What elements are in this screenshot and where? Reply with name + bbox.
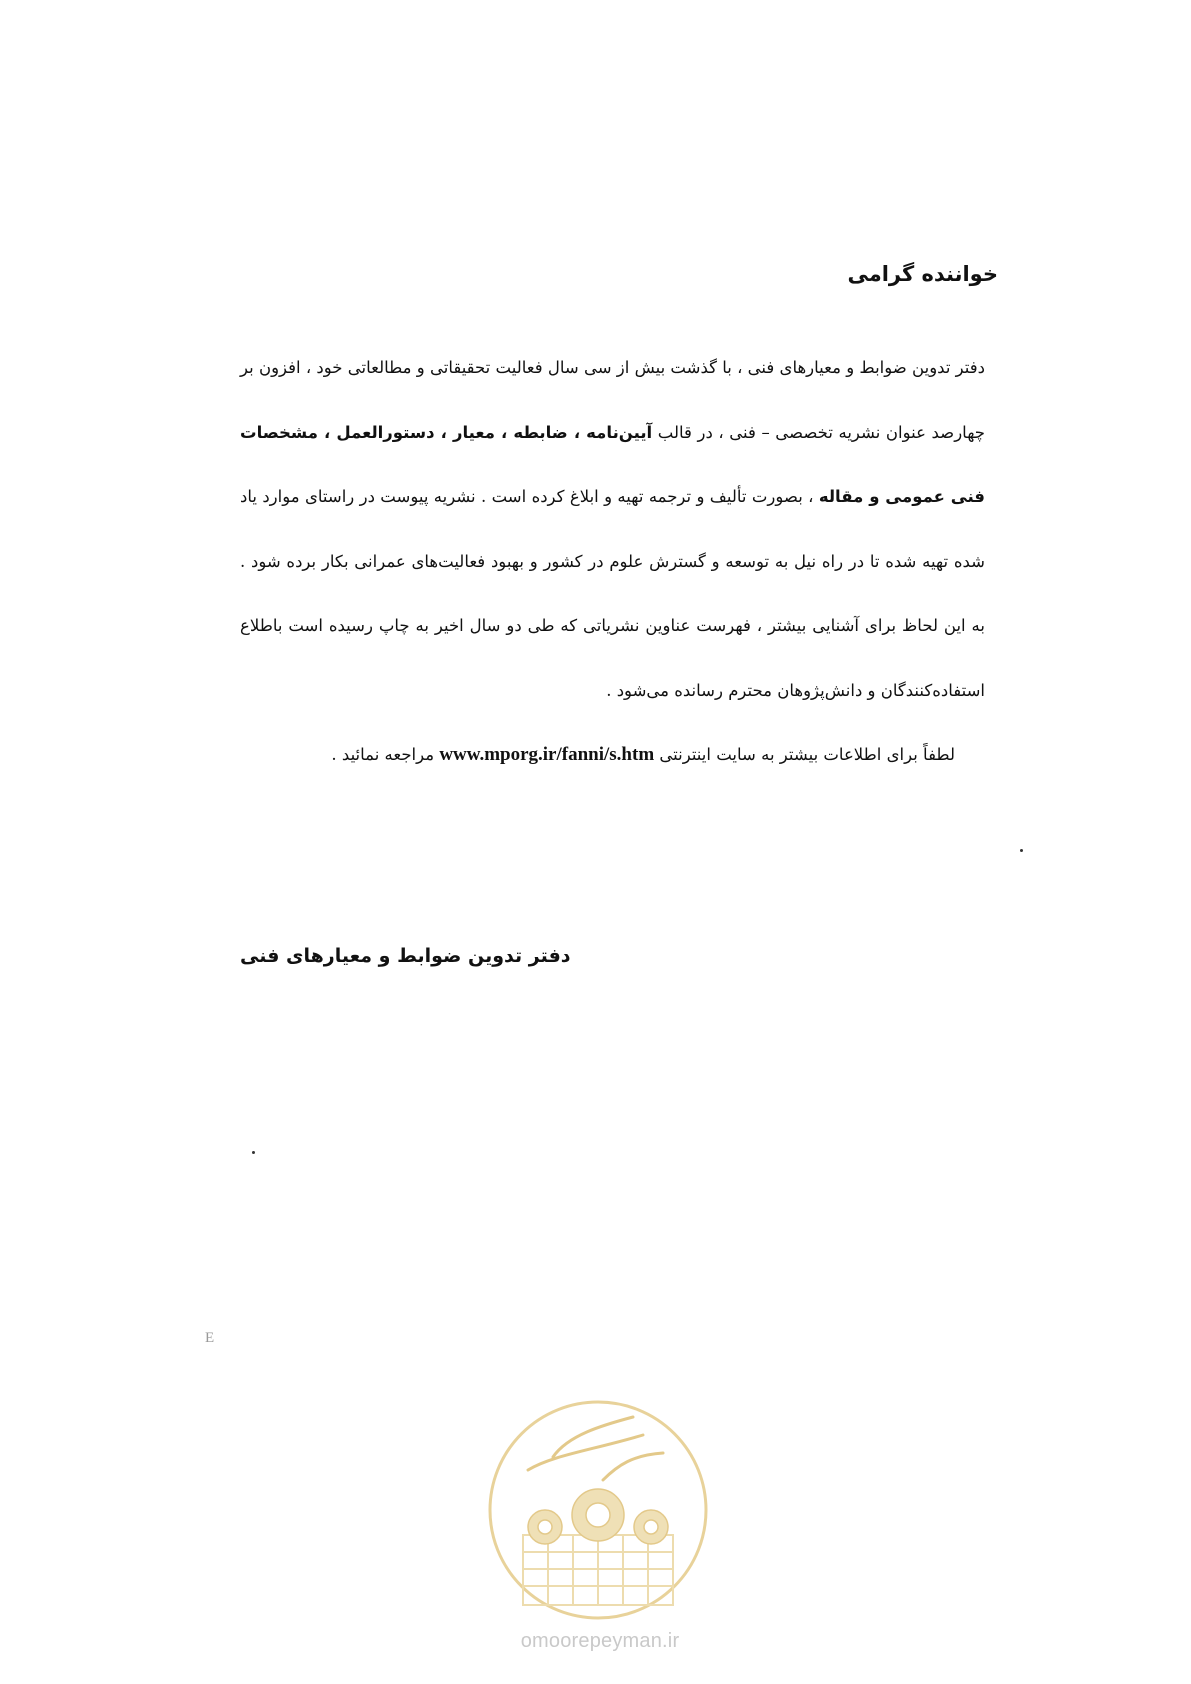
stray-dot bbox=[1020, 849, 1023, 852]
paragraph-intro-text-1: دفتر تدوین ضوابط و معیارهای فنی ، با گذشت بیش از سی سال فعالیت تحقیقاتی و مطالعاتی خود ، افزون بر چهارصد عنوان نشریه تخصصی – فنی ، در قالب bbox=[240, 358, 985, 442]
paragraph-website-text-2: مراجعه نمائید . bbox=[331, 745, 440, 764]
page-heading: خواننده گرامی bbox=[847, 262, 998, 286]
stray-dot bbox=[252, 1151, 255, 1154]
paragraph-website bbox=[240, 723, 985, 788]
publication-types: آیین‌نامه ، ضابطه ، معیار ، دستورالعمل ، مشخصات فنی عمومی و مقاله bbox=[240, 422, 985, 506]
body-text bbox=[240, 336, 985, 788]
watermark-caption: omoorepeyman.ir bbox=[520, 1630, 680, 1652]
signature: دفتر تدوین ضوابط و معیارهای فنی bbox=[240, 945, 571, 967]
stray-mark: E bbox=[205, 1330, 215, 1346]
paragraph-intro-text-2: ، بصورت تألیف و ترجمه تهیه و ابلاغ کرده است . نشریه پیوست در راستای موارد یاد شده تهیه شده تا در راه نیل به توسعه و گسترش علوم در کشور و بهبود فعالیت‌های عمرانی بکار برده شود . به این لحاظ برای آشنایی بیشتر ، فهرست عناوین نشریاتی که طی دو سال اخیر به چاپ رسیده است باطلاع استفاده‌کنندگان و دانش‌پژوهان محترم رسانده می‌شود . bbox=[240, 487, 985, 700]
paragraph-website-text-1: لطفاً برای اطلاعات بیشتر به سایت اینترنتی bbox=[654, 745, 955, 764]
website-link[interactable]: www.mporg.ir/fanni/s.htm bbox=[439, 744, 655, 765]
paragraph-intro bbox=[240, 336, 985, 723]
watermark-logo bbox=[483, 1395, 713, 1645]
